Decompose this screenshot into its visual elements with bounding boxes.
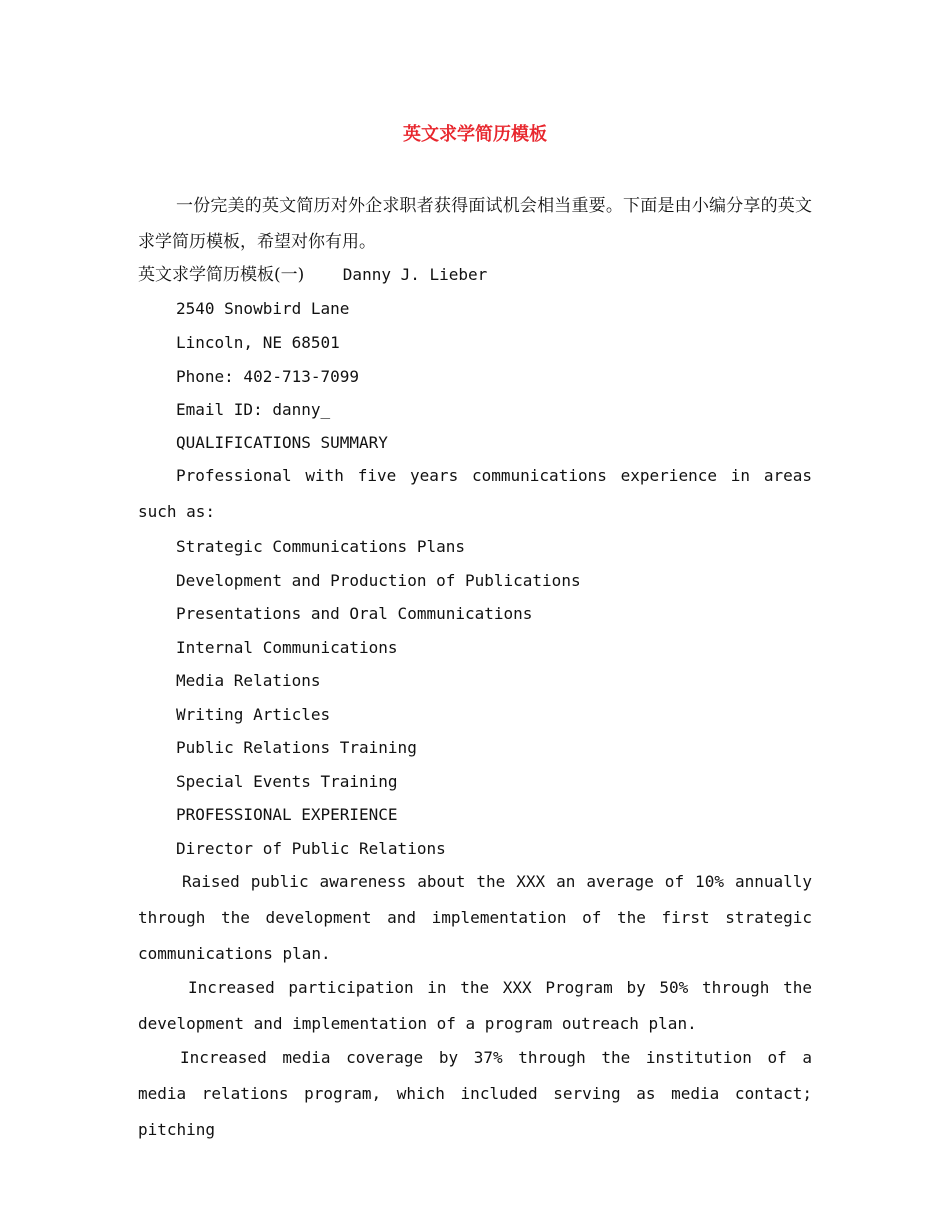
phone-line: Phone: 402-713-7099 (176, 367, 360, 386)
achievement-item: Increased media coverage by 37% through the institution of a media relations program, which included serving as media contact; pitching (138, 1048, 812, 1139)
skill-item: Development and Production of Publications (176, 571, 581, 590)
section-heading: 英文求学简历模板(一) (138, 265, 305, 285)
skill-item: Media Relations (176, 671, 321, 690)
address-line-2: Lincoln, NE 68501 (176, 333, 340, 352)
skill-item: Writing Articles (176, 705, 331, 724)
skill-item: Presentations and Oral Communications (176, 604, 533, 623)
resume-heading-line (138, 264, 487, 286)
job-title: Director of Public Relations (176, 839, 446, 858)
qualifications-summary: Professional with five years communications experience in areas such as: (138, 466, 812, 521)
document-title: 英文求学简历模板 (403, 124, 547, 145)
achievement-item: Raised public awareness about the XXX an average of 10% annually through the development and implementation of the first strategic communications plan. (138, 872, 812, 963)
skill-item: Internal Communications (176, 638, 398, 657)
qualifications-heading: QUALIFICATIONS SUMMARY (176, 433, 388, 452)
experience-heading: PROFESSIONAL EXPERIENCE (176, 805, 398, 824)
applicant-name: Danny J. Lieber (342, 265, 488, 284)
skill-item: Strategic Communications Plans (176, 537, 465, 556)
achievement-item: Increased participation in the XXX Program by 50% through the development and implementation of a program outreach plan. (138, 978, 812, 1033)
address-line-1: 2540 Snowbird Lane (176, 299, 350, 318)
skill-item: Special Events Training (176, 772, 398, 791)
intro-paragraph: 一份完美的英文简历对外企求职者获得面试机会相当重要。下面是由小编分享的英文求学简历模板，希望对你有用。 (138, 196, 812, 252)
skill-item: Public Relations Training (176, 738, 417, 757)
email-line: Email ID: danny_ (176, 400, 331, 419)
